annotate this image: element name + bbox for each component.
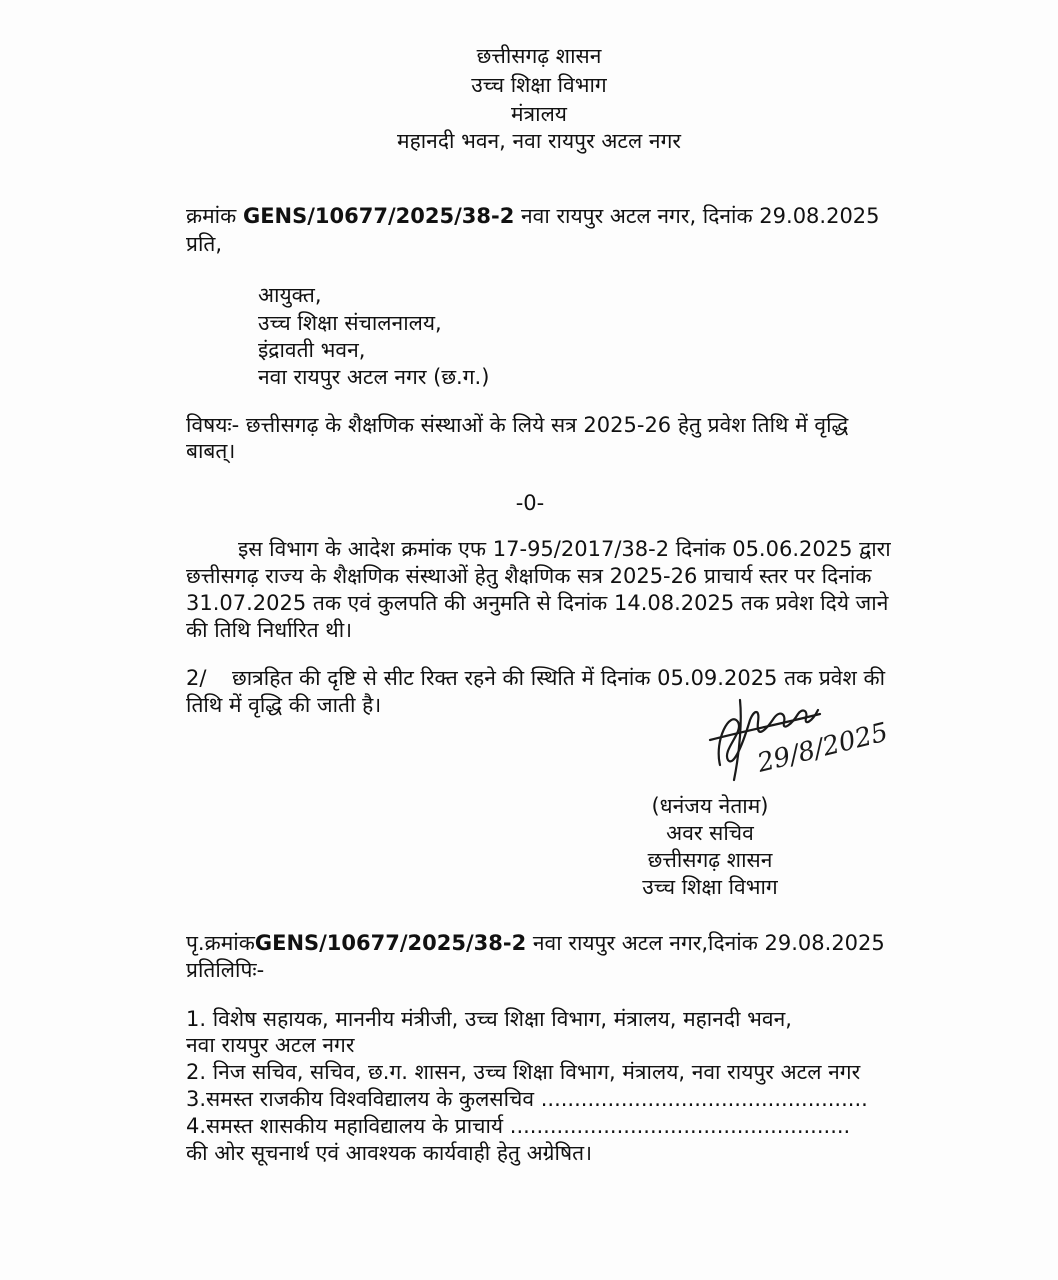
header-govt: छत्तीसगढ़ शासन [476, 44, 602, 68]
copy-item-1-line-2: नवा रायपुर अटल नगर [186, 1033, 355, 1057]
signatory-name: (धनंजय नेताम) [651, 794, 769, 818]
copy-closing: की ओर सूचनार्थ एवं आवश्यक कार्यवाही हेतु अग्रेषित। [186, 1141, 593, 1165]
header-address: महानदी भवन, नवा रायपुर अटल नगर [397, 129, 681, 153]
endorsement-place-date: नवा रायपुर अटल नगर,दिनांक 29.08.2025 [532, 931, 885, 955]
address-line-1: आयुक्त, [258, 283, 322, 307]
reference-label: क्रमांक [186, 204, 237, 228]
to-label: प्रति, [186, 232, 223, 256]
reference-place-date: नवा रायपुर अटल नगर, दिनांक 29.08.2025 [521, 204, 880, 228]
para2-line-1: छात्रहित की दृष्टि से सीट रिक्त रहने की स्थिति में दिनांक 05.09.2025 तक प्रवेश की [232, 666, 886, 690]
copy-item-3: 3.समस्त राजकीय विश्वविद्यालय के कुलसचिव ................................................. [186, 1087, 868, 1111]
address-line-4: नवा रायपुर अटल नगर (छ.ग.) [258, 365, 490, 389]
signatory-org-2: उच्च शिक्षा विभाग [642, 875, 778, 899]
header-department: उच्च शिक्षा विभाग [471, 73, 607, 97]
copy-item-4: 4.समस्त शासकीय महाविद्यालय के प्राचार्य ................................................... [186, 1114, 851, 1138]
para2-number: 2/ [186, 666, 207, 690]
para1-line-2: छत्तीसगढ़ राज्य के शैक्षणिक संस्थाओं हेतु शैक्षणिक सत्र 2025-26 प्राचार्य स्तर पर दिनांक [186, 564, 872, 588]
handwritten-signature [700, 680, 930, 790]
copy-item-1-line-1: 1. विशेष सहायक, माननीय मंत्रीजी, उच्च शिक्षा विभाग, मंत्रालय, महानदी भवन, [186, 1007, 792, 1031]
copy-label: प्रतिलिपिः- [186, 958, 265, 982]
address-line-2: उच्च शिक्षा संचालनालय, [258, 311, 442, 335]
endorsement-number: GENS/10677/2025/38-2 [254, 931, 527, 955]
para1-line-4: की तिथि निर्धारित थी। [186, 618, 353, 642]
handwritten-date: 29/8/2025 [754, 717, 892, 779]
separator: -0- [515, 491, 545, 515]
address-line-3: इंद्रावती भवन, [258, 338, 366, 362]
para2-line-2: तिथि में वृद्धि की जाती है। [186, 693, 382, 717]
signatory-org-1: छत्तीसगढ़ शासन [647, 848, 773, 872]
subject-line-1: विषयः- छत्तीसगढ़ के शैक्षणिक संस्थाओं के लिये सत्र 2025-26 हेतु प्रवेश तिथि में वृद्धि [186, 413, 849, 437]
subject-line-2: बाबत्। [186, 439, 236, 463]
reference-line [186, 203, 880, 229]
endorsement-label: पृ.क्रमांक [186, 931, 255, 955]
endorsement-line [186, 930, 885, 956]
reference-number: GENS/10677/2025/38-2 [242, 204, 515, 228]
para1-line-1: इस विभाग के आदेश क्रमांक एफ 17-95/2017/38-2 दिनांक 05.06.2025 द्वारा [238, 537, 891, 561]
header-ministry: मंत्रालय [510, 102, 567, 126]
signatory-designation: अवर सचिव [666, 821, 754, 845]
copy-item-2: 2. निज सचिव, सचिव, छ.ग. शासन, उच्च शिक्षा विभाग, मंत्रालय, नवा रायपुर अटल नगर [186, 1060, 861, 1084]
para1-line-3: 31.07.2025 तक एवं कुलपति की अनुमति से दिनांक 14.08.2025 तक प्रवेश दिये जाने [186, 591, 889, 615]
